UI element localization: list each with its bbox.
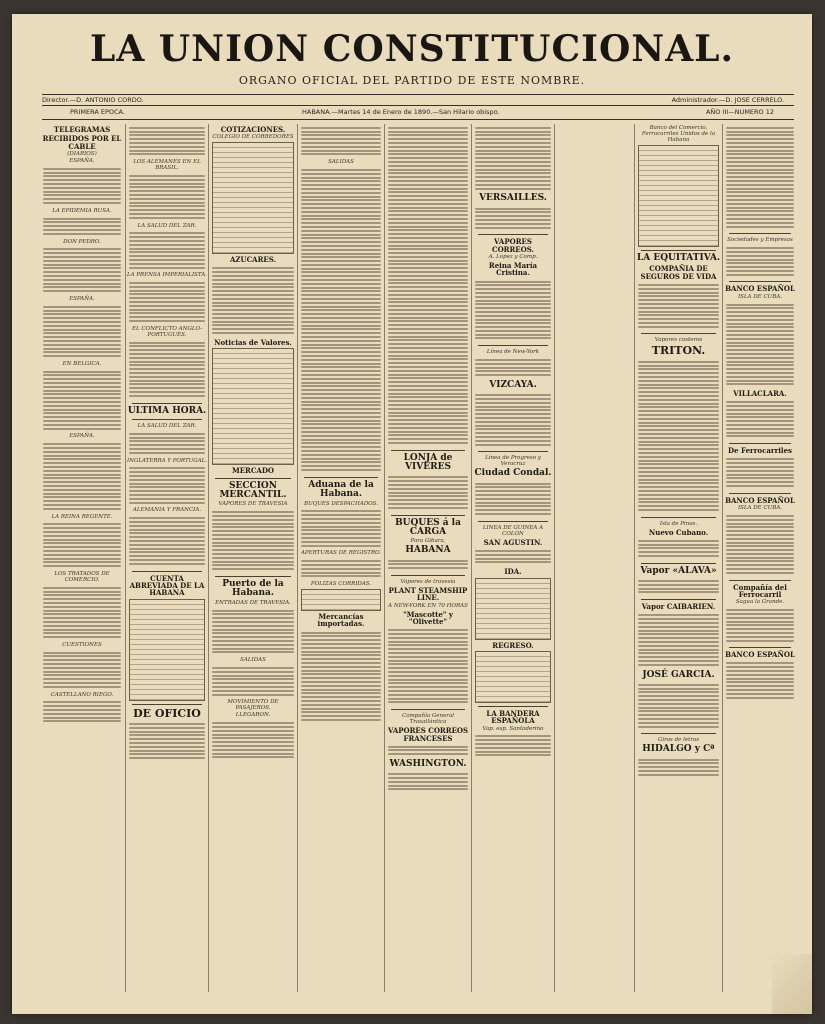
column-heading: WASHINGTON. (389, 759, 467, 770)
column-3 (209, 124, 297, 992)
column-heading: SECCION MERCANTIL. (219, 480, 287, 500)
column-heading: PLANT STEAMSHIP LINE. (388, 586, 468, 603)
column-subheading: SALIDAS (328, 159, 354, 166)
column-7 (635, 124, 722, 992)
column-heading: LONJA de VIVERES (403, 452, 453, 473)
director-line: Director.—D. ANTONIO CORDO. (42, 96, 144, 104)
column-subheading: ALEMANIA Y FRANCIA. (132, 507, 202, 514)
column-heading: Puerto de la Habana. (222, 578, 284, 599)
column-heading: TRITON. (651, 344, 706, 358)
column-heading: Nuevo Cubano. (648, 527, 709, 537)
column-subheading: DON PEDRO. (63, 238, 101, 245)
column-subheading: BUQUES DESPACHADOS. (304, 500, 378, 507)
paper-stain (772, 954, 812, 1014)
column-heading: BANCO ESPAÑOL (725, 495, 795, 505)
column-heading: "Mascotte" y "Olivette" (403, 609, 453, 627)
column-subheading: APERTURAS DE REGISTRO. (300, 550, 382, 557)
column-heading: VIZCAYA. (489, 380, 537, 391)
column-heading: De Ferrocarriles (728, 446, 792, 456)
column-subheading: Banco del Comercio, Ferrocarriles Unidos de la Habana (641, 125, 716, 143)
column-subheading: INGLATERRA Y PORTUGAL. (126, 457, 208, 464)
column-4 (298, 124, 384, 992)
column-subheading: VAPORES DE TRAVESIA (218, 501, 288, 508)
column-subheading: POLIZAS CORRIDAS. (310, 581, 372, 588)
column-subheading: Línea de Progreso y Veracruz (485, 455, 541, 468)
column-heading: CUENTA ABREVIADA DE LA HABANA (129, 573, 205, 598)
column-heading: REGRESO. (492, 640, 534, 650)
column-subheading: LA SALUD DEL ZAR. (137, 222, 197, 229)
column-subheading: ESPAÑA. (69, 158, 95, 165)
column-heading: LA BANDERA ESPAÑOLA (486, 708, 540, 726)
column-subheading: LA SALUD DEL ZAR. (137, 423, 197, 430)
column-heading: SAN AGUSTIN. (483, 537, 543, 547)
column-subheading: Vap. esp. Santoderino (482, 725, 544, 732)
column-heading: IDA. (504, 567, 522, 577)
column-subheading: A NEW-YORK EN 70 HORAS (388, 602, 468, 609)
column-subheading: CUESTIONES (62, 641, 102, 648)
mid-rule (42, 105, 794, 106)
column-heading: Vapor CAIBARIEN. (641, 602, 716, 612)
column-heading: COMPAÑIA DE SEGUROS DE VIDA (640, 264, 717, 281)
column-heading: Compañía del Ferrocarril (733, 582, 787, 600)
column-1 (40, 124, 124, 992)
column-subheading: A. Lopez y Comp. (488, 254, 538, 261)
column-heading: Vapor «ALAVA» (640, 565, 717, 576)
column-heading: VERSAILLES. (479, 193, 547, 204)
column-heading: LA EQUITATIVA. (636, 253, 721, 263)
column-heading: JOSÉ GARCIA. (642, 669, 715, 680)
administrador-line: Administrador.—D. JOSE CERRELO. (671, 96, 784, 104)
column-5 (385, 124, 471, 992)
column-heading: TELEGRAMAS (53, 125, 111, 134)
column-heading: Mercancías importadas. (317, 612, 365, 629)
column-2 (126, 124, 208, 992)
column-heading: VILLACLARA. (733, 389, 787, 399)
column-subheading: Isla de Pinos. (659, 520, 698, 527)
column-subheading: ISLA DE CUBA. (737, 505, 783, 512)
epoca-line: PRIMERA EPOCA. (70, 108, 125, 116)
column-heading: ULTIMA HORA. (127, 405, 207, 416)
column-heading: DE OFICIO (133, 706, 201, 720)
masthead-title: LA UNION CONSTITUCIONAL. (90, 28, 734, 70)
column-heading: AZUCARES. (229, 255, 277, 265)
column-subheading: SALIDAS (240, 657, 266, 664)
column-subheading: ESPAÑA. (69, 295, 95, 302)
column-subheading: LA EPIDEMIA RUSA. (52, 207, 112, 214)
column-subheading: CASTELLANO RIEGO. (50, 691, 114, 698)
column-subheading: LA PRENSA IMPERIALISTA. (126, 272, 208, 279)
column-subheading: EN BELGICA. (62, 360, 102, 367)
column-subheading: MOVIMIENTO DE PASAJEROS. (227, 699, 279, 712)
column-subheading: LA REINA REGENTE. (51, 513, 113, 520)
column-heading: Noticias de Valores. (214, 337, 292, 347)
column-heading: HABANA (405, 545, 451, 556)
column-subheading: LINEA DE GUINEA A COLON (482, 524, 544, 537)
dateline: HABANA.—Martes 14 de Enero de 1890.—San Hilario obispo. (302, 108, 500, 116)
column-subheading: EL CONFLICTO ANGLO-PORTUGUES. (131, 325, 203, 338)
column-subheading: Línea de New-York (486, 349, 540, 356)
column-heading: VAPORES CORREOS FRANCESES (387, 726, 469, 743)
column-subheading: Giros de letras (657, 737, 700, 744)
column-subheading: Vapores de travesía (400, 579, 456, 586)
issue-number: AÑO III—NUMERO 12 (705, 108, 774, 116)
column-subheading: (DIARIOS) (67, 151, 97, 158)
column-subheading: Sagua la Grande. (735, 599, 785, 606)
column-subheading: COLEGIO DE CORREDORES (212, 134, 294, 141)
column-6 (472, 124, 554, 992)
column-heading: COTIZACIONES. (220, 125, 286, 134)
column-subheading: LOS TRATADOS DE COMERCIO. (54, 570, 110, 583)
column-subheading: Compañía General Trasatlántica (402, 713, 454, 726)
column-subheading: ISLA DE CUBA. (737, 293, 783, 300)
column-subheading: LOS ALEMANES EN EL BRASIL. (133, 159, 201, 172)
top-rule (42, 94, 794, 95)
column-heading: RECIBIDOS POR EL CABLE (42, 134, 122, 151)
bottom-rule (42, 119, 794, 120)
column-8 (723, 124, 797, 992)
column-subheading: ENTRADAS DE TRAVESIA. (215, 599, 291, 606)
masthead-subtitle: ORGANO OFICIAL DEL PARTIDO DE ESTE NOMBRE. (238, 74, 586, 87)
column-heading: Ciudad Condal. (474, 468, 552, 479)
column-heading: Reina María Cristina. (488, 261, 538, 278)
column-subheading: Para Gibara, (410, 538, 446, 545)
column-subheading: LLEGARON. (235, 712, 271, 719)
column-heading: HIDALGO y Cª (642, 744, 715, 755)
column-subheading: Sociedades y Empresas (727, 237, 793, 244)
column-heading: BANCO ESPAÑOL (725, 284, 795, 294)
column-heading: Aduana de la Habana. (308, 479, 374, 500)
column-heading: BUQUES á la CARGA (395, 517, 461, 538)
column-heading: MERCADO (231, 466, 275, 476)
column-heading: VAPORES CORREOS. (492, 237, 534, 254)
column-subheading: Vapores costeros (654, 337, 703, 344)
column-heading: BANCO ESPAÑOL (725, 650, 795, 660)
newspaper-page (12, 14, 812, 1014)
column-subheading: ESPAÑA. (69, 433, 95, 440)
